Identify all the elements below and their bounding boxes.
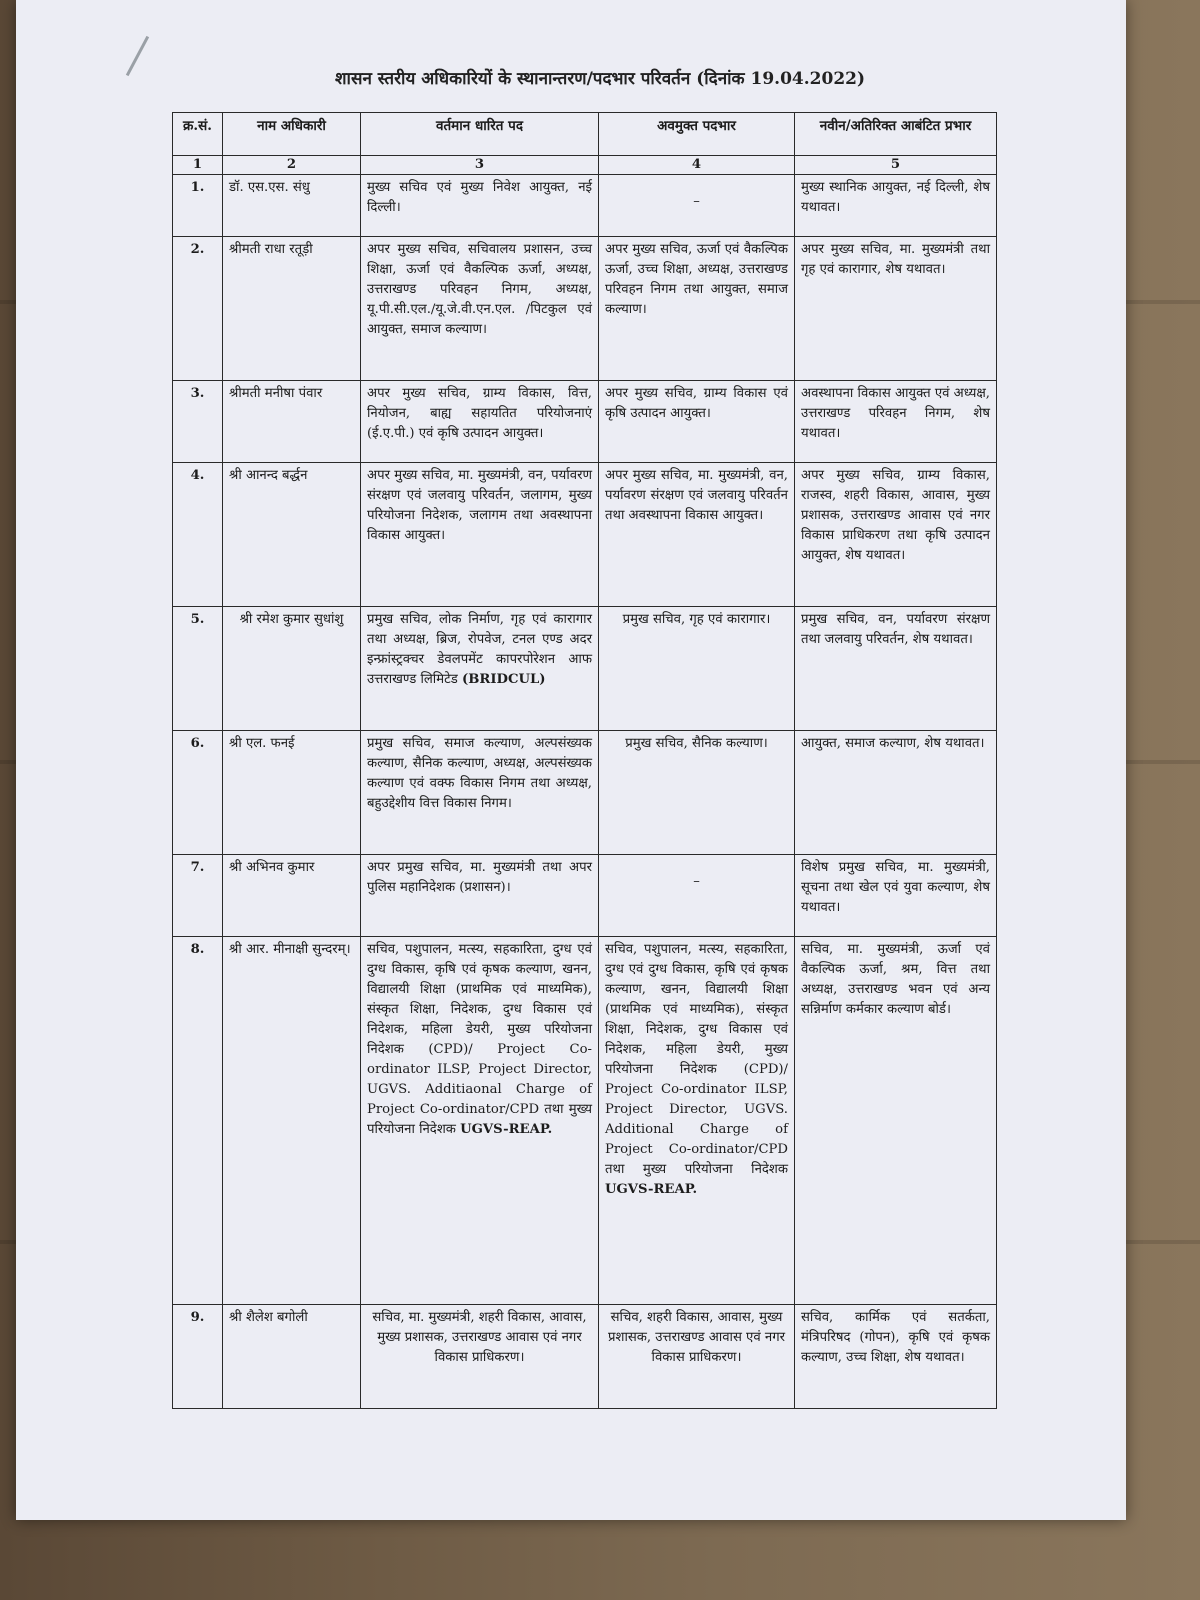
serial-cell: 1.: [173, 175, 223, 237]
table-row: [173, 855, 997, 937]
serial-cell: 9.: [173, 1305, 223, 1409]
table-row: [173, 175, 997, 237]
current-post-cell: अपर मुख्य सचिव, सचिवालय प्रशासन, उच्च शिक्षा, ऊर्जा एवं वैकल्पिक ऊर्जा, अध्यक्ष, उत्तराखण्ड परिवहन निगम, अध्यक्ष, यू.पी.सी.एल./यू.जे.वी.एन.एल. /पिटकुल एवं आयुक्त, समाज कल्याण।: [361, 237, 599, 381]
current-post-cell: मुख्य सचिव एवं मुख्य निवेश आयुक्त, नई दिल्ली।: [361, 175, 599, 237]
new-charge-cell: सचिव, मा. मुख्यमंत्री, ऊर्जा एवं वैकल्पिक ऊर्जा, श्रम, वित्त तथा अध्यक्ष, उत्तराखण्ड भवन एवं अन्य सन्निर्माण कर्मकार कल्याण बोर्ड।: [795, 937, 997, 1305]
new-charge-cell: प्रमुख सचिव, वन, पर्यावरण संरक्षण तथा जलवायु परिवर्तन, शेष यथावत।: [795, 607, 997, 731]
new-charge-cell: अवस्थापना विकास आयुक्त एवं अध्यक्ष, उत्तराखण्ड परिवहन निगम, शेष यथावत।: [795, 381, 997, 463]
column-number: 4: [599, 156, 795, 175]
current-post-cell: अपर मुख्य सचिव, ग्राम्य विकास, वित्त, नियोजन, बाह्य सहायतित परियोजनाएं (ई.ए.पी.) एवं कृषि उत्पादन आयुक्त।: [361, 381, 599, 463]
new-charge-cell: विशेष प्रमुख सचिव, मा. मुख्यमंत्री, सूचना तथा खेल एवं युवा कल्याण, शेष यथावत।: [795, 855, 997, 937]
column-number: 5: [795, 156, 997, 175]
name-cell: श्री शैलेश बगोली: [223, 1305, 361, 1409]
new-charge-cell: अपर मुख्य सचिव, मा. मुख्यमंत्री तथा गृह एवं कारागार, शेष यथावत।: [795, 237, 997, 381]
new-charge-cell: आयुक्त, समाज कल्याण, शेष यथावत।: [795, 731, 997, 855]
current-post-text: सचिव, पशुपालन, मत्स्य, सहकारिता, दुग्ध एवं दुग्ध विकास, कृषि एवं कृषक कल्याण, खनन, विद्यालयी शिक्षा (प्राथमिक एवं माध्यमिक), संस्कृत शिक्षा, निदेशक, दुग्ध विकास एवं निदेशक, महिला डेयरी, मुख्य परियोजना निदेशक (CPD)/ Project Co-ordinator ILSP, Project Director, UGVS. Additiaonal Charge of Project Co-ordinator/CPD तथा मुख्य परियोजना निदेशक: [367, 942, 592, 1137]
table-row: [173, 237, 997, 381]
current-post-cell: अपर मुख्य सचिव, मा. मुख्यमंत्री, वन, पर्यावरण संरक्षण एवं जलवायु परिवर्तन, जलागम, मुख्य परियोजना निदेशक, जलागम तथा अवस्थापना विकास आयुक्त।: [361, 463, 599, 607]
current-post-cell: प्रमुख सचिव, समाज कल्याण, अल्पसंख्यक कल्याण, सैनिक कल्याण, अध्यक्ष, अल्पसंख्यक कल्याण एवं वक्फ विकास निगम तथा अध्यक्ष, बहुउद्देशीय वित्त विकास निगम।: [361, 731, 599, 855]
serial-cell: 8.: [173, 937, 223, 1305]
serial-cell: 2.: [173, 237, 223, 381]
new-charge-cell: मुख्य स्थानिक आयुक्त, नई दिल्ली, शेष यथावत।: [795, 175, 997, 237]
name-cell: श्री आर. मीनाक्षी सुन्दरम्।: [223, 937, 361, 1305]
name-cell: श्रीमती मनीषा पंवार: [223, 381, 361, 463]
table-row: [173, 1305, 997, 1409]
table-row: [173, 463, 997, 607]
column-number-row: [173, 156, 997, 175]
serial-cell: 7.: [173, 855, 223, 937]
empty-dash: –: [693, 874, 700, 889]
new-charge-cell: सचिव, कार्मिक एवं सतर्कता, मंत्रिपरिषद (गोपन), कृषि एवं कृषक कल्याण, उच्च शिक्षा, शेष यथावत।: [795, 1305, 997, 1409]
current-post-cell: [361, 937, 599, 1305]
name-cell: श्री आनन्द बर्द्धन: [223, 463, 361, 607]
header-officer-name: नाम अधिकारी: [223, 113, 361, 156]
header-serial: क्र.सं.: [173, 113, 223, 156]
document-title: शासन स्तरीय अधिकारियों के स्थानान्तरण/पदभार परिवर्तन (दिनांक 19.04.2022): [334, 69, 866, 89]
relieved-cell: प्रमुख सचिव, गृह एवं कारागार।: [599, 607, 795, 731]
name-cell: डॉ. एस.एस. संधु: [223, 175, 361, 237]
header-current-post: वर्तमान धारित पद: [361, 113, 599, 156]
table-row: [173, 381, 997, 463]
serial-cell: 5.: [173, 607, 223, 731]
table-row: [173, 937, 997, 1305]
bold-abbreviation: UGVS-REAP.: [460, 1122, 553, 1137]
relieved-cell: अपर मुख्य सचिव, मा. मुख्यमंत्री, वन, पर्यावरण संरक्षण एवं जलवायु परिवर्तन तथा अवस्थापना विकास आयुक्त।: [599, 463, 795, 607]
current-post-text: प्रमुख सचिव, लोक निर्माण, गृह एवं कारागार तथा अध्यक्ष, ब्रिज, रोपवेज, टनल एण्ड अदर इन्फ्रांस्ट्रक्चर डेवलपमेंट कापरपोरेशन आफ उत्तराखण्ड लिमिटेड: [367, 612, 592, 687]
name-cell: श्री रमेश कुमार सुधांशु: [223, 607, 361, 731]
staple-pin: [126, 36, 149, 76]
new-charge-cell: अपर मुख्य सचिव, ग्राम्य विकास, राजस्व, शहरी विकास, आवास, मुख्य प्रशासक, उत्तराखण्ड आवास एवं नगर विकास प्राधिकरण तथा कृषि उत्पादन आयुक्त, शेष यथावत।: [795, 463, 997, 607]
current-post-cell: अपर प्रमुख सचिव, मा. मुख्यमंत्री तथा अपर पुलिस महानिदेशक (प्रशासन)।: [361, 855, 599, 937]
relieved-cell: सचिव, शहरी विकास, आवास, मुख्य प्रशासक, उत्तराखण्ड आवास एवं नगर विकास प्राधिकरण।: [599, 1305, 795, 1409]
current-post-cell: सचिव, मा. मुख्यमंत्री, शहरी विकास, आवास, मुख्य प्रशासक, उत्तराखण्ड आवास एवं नगर विकास प्राधिकरण।: [361, 1305, 599, 1409]
serial-cell: 3.: [173, 381, 223, 463]
current-post-cell: [361, 607, 599, 731]
name-cell: श्रीमती राधा रतूड़ी: [223, 237, 361, 381]
relieved-cell: [599, 855, 795, 937]
relieved-cell: अपर मुख्य सचिव, ग्राम्य विकास एवं कृषि उत्पादन आयुक्त।: [599, 381, 795, 463]
relieved-cell: प्रमुख सचिव, सैनिक कल्याण।: [599, 731, 795, 855]
serial-cell: 6.: [173, 731, 223, 855]
empty-dash: –: [693, 194, 700, 209]
table-row: [173, 731, 997, 855]
relieved-text: सचिव, पशुपालन, मत्स्य, सहकारिता, दुग्ध एवं दुग्ध विकास, कृषि एवं कृषक कल्याण, खनन, विद्यालयी शिक्षा (प्राथमिक एवं माध्यमिक), संस्कृत शिक्षा, निदेशक, दुग्ध विकास एवं निदेशक, महिला डेयरी, मुख्य परियोजना निदेशक (CPD)/ Project Co-ordinator ILSP, Project Director, UGVS. Additional Charge of Project Co-ordinator/CPD तथा मुख्य परियोजना निदेशक: [605, 942, 788, 1177]
column-number: 3: [361, 156, 599, 175]
header-relieved-charge: अवमुक्त पदभार: [599, 113, 795, 156]
table-row: [173, 607, 997, 731]
relieved-cell: अपर मुख्य सचिव, ऊर्जा एवं वैकल्पिक ऊर्जा, उच्च शिक्षा, अध्यक्ष, उत्तराखण्ड परिवहन निगम तथा आयुक्त, समाज कल्याण।: [599, 237, 795, 381]
bold-abbreviation: (BRIDCUL): [462, 672, 546, 687]
column-number: 2: [223, 156, 361, 175]
relieved-cell: [599, 175, 795, 237]
column-number: 1: [173, 156, 223, 175]
serial-cell: 4.: [173, 463, 223, 607]
header-new-charge: नवीन/अतिरिक्त आबंटित प्रभार: [795, 113, 997, 156]
header-row: [173, 113, 997, 156]
name-cell: श्री अभिनव कुमार: [223, 855, 361, 937]
bold-abbreviation: UGVS-REAP.: [605, 1182, 698, 1197]
relieved-cell: [599, 937, 795, 1305]
name-cell: श्री एल. फनई: [223, 731, 361, 855]
transfer-table: [172, 112, 997, 1409]
